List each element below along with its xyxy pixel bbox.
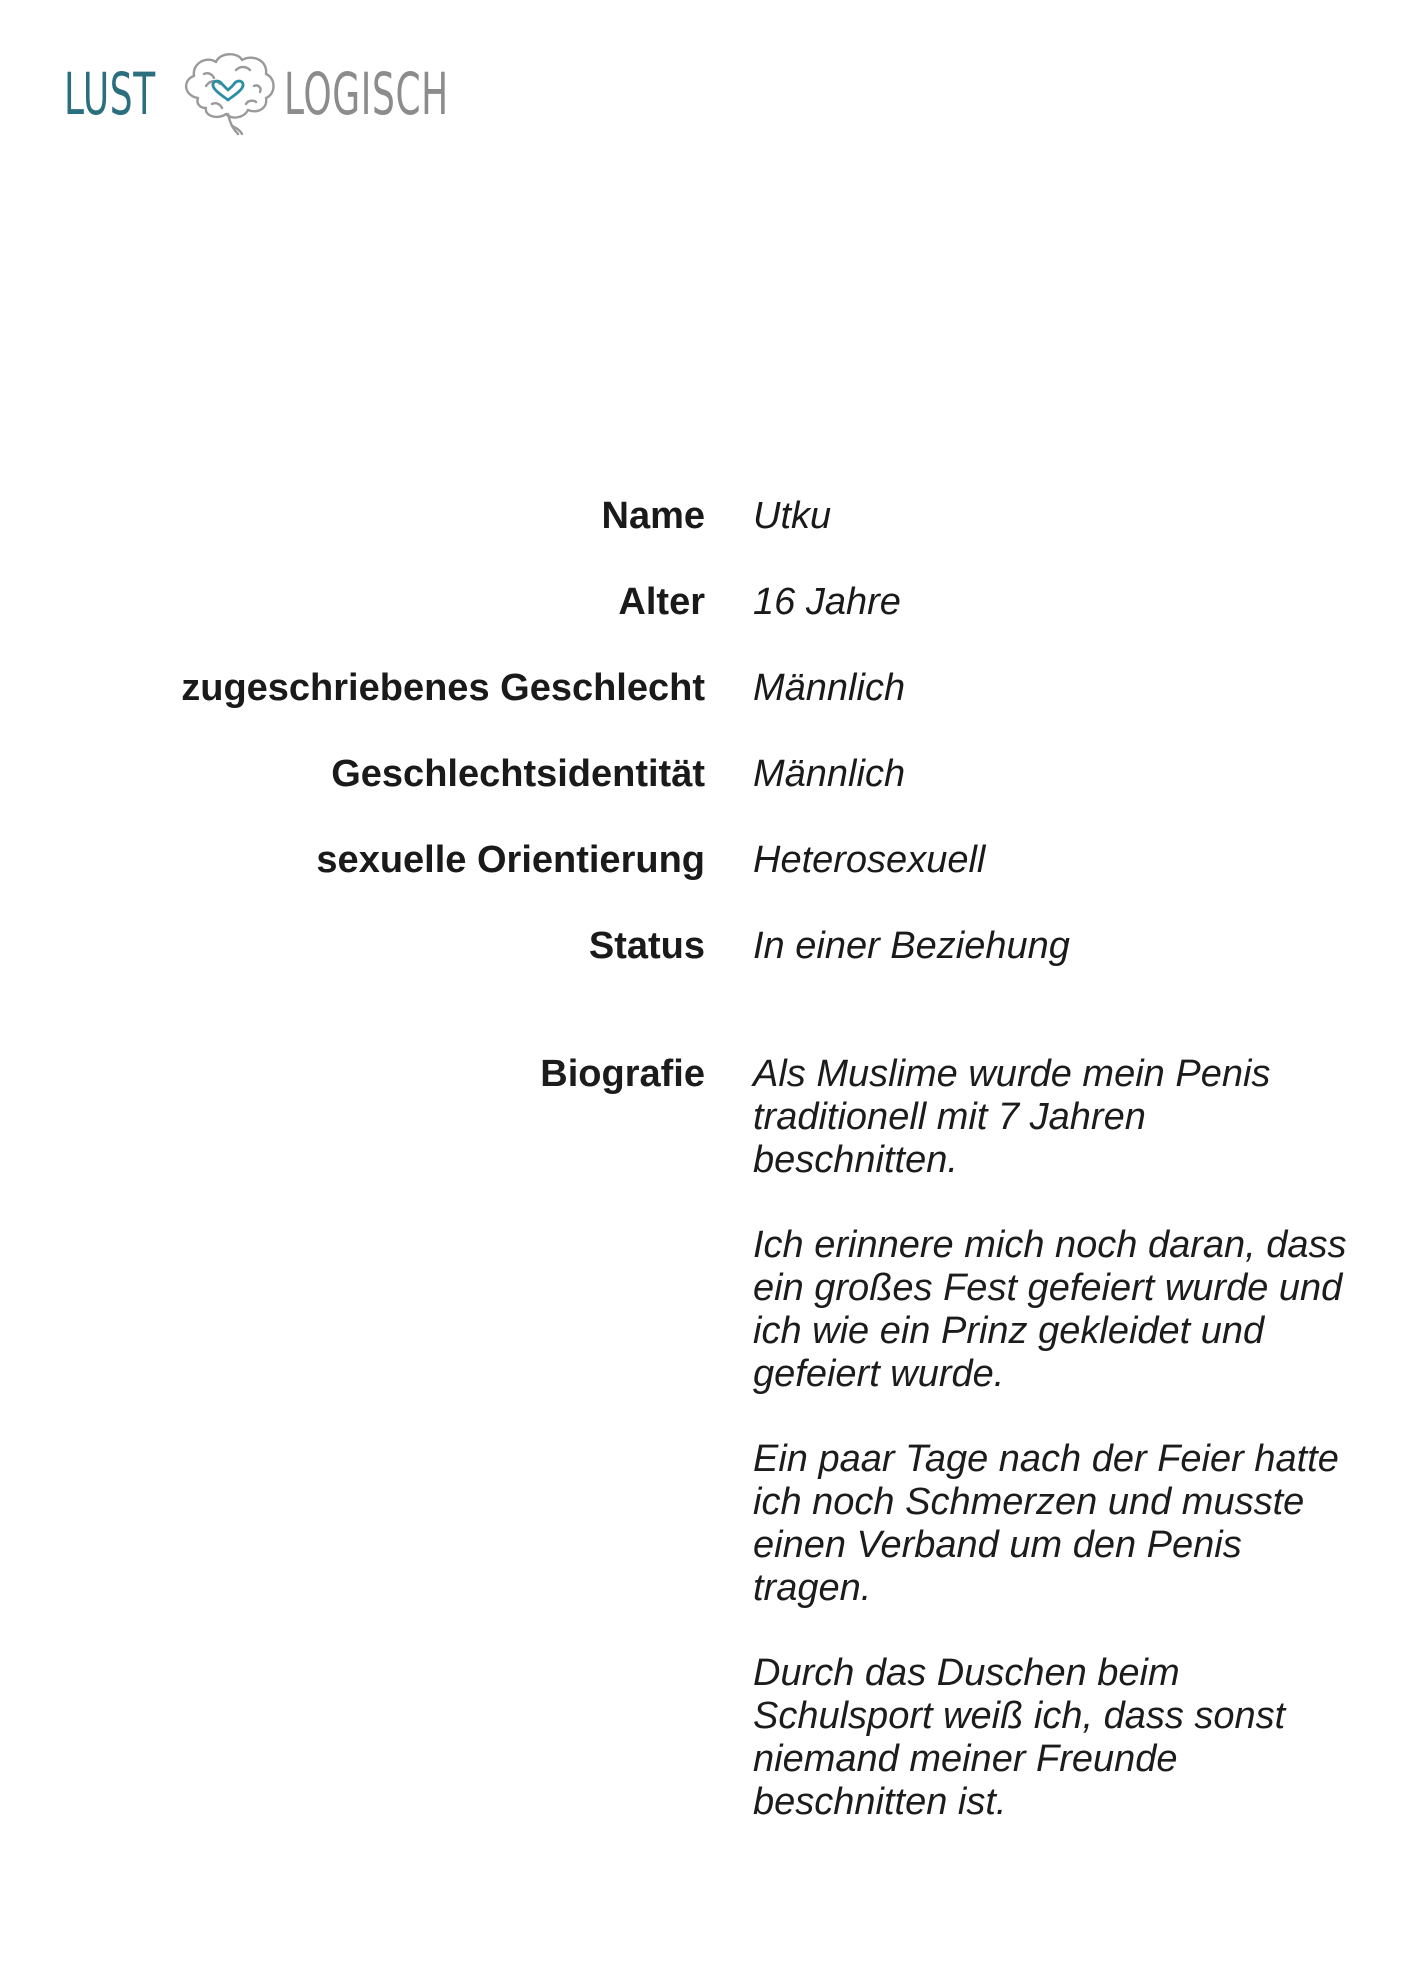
field-row-age bbox=[0, 581, 1417, 667]
field-value: Männlich bbox=[753, 667, 906, 709]
field-value: 16 Jahre bbox=[753, 581, 901, 623]
field-label: Alter bbox=[618, 581, 705, 623]
field-value: Heterosexuell bbox=[753, 839, 986, 881]
field-row-status bbox=[0, 925, 1417, 1011]
field-label: Geschlechtsidentität bbox=[331, 753, 705, 795]
biography-label: Biografie bbox=[540, 1053, 705, 1095]
biography-paragraph: Ein paar Tage nach der Feier hatte ich noch Schmerzen und musste einen Verband um den Penis tragen. bbox=[753, 1438, 1339, 1609]
biography-paragraph: Durch das Duschen beim Schulsport weiß ich, dass sonst niemand meiner Freunde beschnitten ist. bbox=[753, 1652, 1286, 1823]
field-label: Name bbox=[601, 495, 705, 537]
biography-section bbox=[0, 1053, 1417, 1866]
brain-heart-icon bbox=[176, 46, 280, 142]
field-value: Utku bbox=[753, 495, 832, 537]
field-row-orientation bbox=[0, 839, 1417, 925]
logo-word-lust: LUST bbox=[64, 60, 156, 128]
field-label: sexuelle Orientierung bbox=[316, 839, 705, 881]
field-value: Männlich bbox=[753, 753, 906, 795]
field-label: zugeschriebenes Geschlecht bbox=[181, 667, 705, 709]
field-row-assigned-sex bbox=[0, 667, 1417, 753]
field-row-name bbox=[0, 495, 1417, 581]
biography-paragraph: Als Muslime wurde mein Penis traditionell mit 7 Jahren beschnitten. bbox=[753, 1053, 1271, 1181]
logo-word-logisch: LOGISCH bbox=[284, 60, 449, 128]
biography-text bbox=[753, 1053, 1353, 1866]
field-value: In einer Beziehung bbox=[753, 925, 1070, 967]
biography-paragraph: Ich erinnere mich noch daran, dass ein großes Fest gefeiert wurde und ich wie ein Prinz gekleidet und gefeiert wurde. bbox=[753, 1224, 1347, 1395]
profile-sheet bbox=[0, 495, 1417, 1866]
field-row-gender-identity bbox=[0, 753, 1417, 839]
field-label: Status bbox=[588, 925, 705, 967]
brand-logo bbox=[64, 44, 449, 144]
